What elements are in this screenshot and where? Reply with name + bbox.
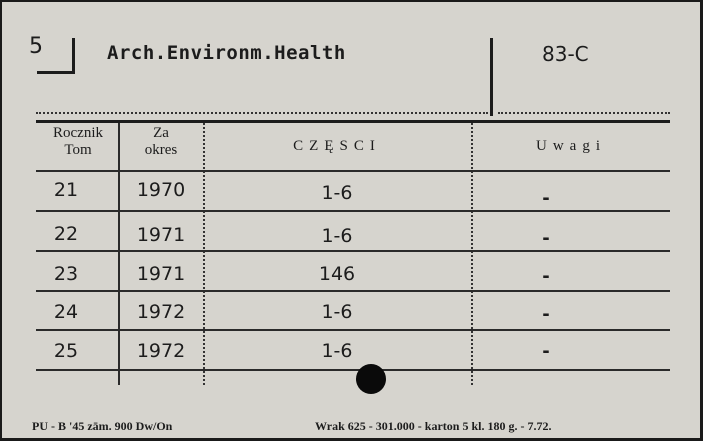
row-2-rocznik: 22	[53, 223, 79, 245]
col-header-czesci: CZĘSCI	[293, 138, 381, 154]
row-rule-4	[36, 329, 670, 331]
row-3-czesci: 146	[318, 263, 356, 285]
row-5-okres: 1972	[136, 340, 186, 362]
row-5-rocznik: 25	[53, 340, 79, 362]
row-4-uwagi: -	[542, 304, 550, 325]
journal-title: Arch.Environm.Health	[107, 42, 346, 64]
row-rule-2	[36, 250, 670, 252]
row-5-uwagi: -	[542, 341, 550, 362]
row-rule-1	[36, 210, 670, 212]
punch-hole	[356, 364, 386, 394]
row-1-czesci: 1-6	[321, 182, 353, 204]
col-header-rocznik	[36, 125, 120, 159]
corner-mark-vertical	[72, 38, 75, 74]
row-3-okres: 1971	[136, 263, 186, 285]
row-3-uwagi: -	[542, 266, 550, 287]
row-2-czesci: 1-6	[321, 225, 353, 247]
col-header-za-okres	[120, 125, 202, 159]
footer-print-left: PU - B '45 zām. 900 Dw/On	[32, 419, 173, 433]
header-divider	[490, 38, 493, 116]
row-4-okres: 1972	[136, 301, 186, 323]
row-3-rocznik: 23	[53, 263, 79, 285]
row-4-czesci: 1-6	[321, 301, 353, 323]
dotted-rule-left	[36, 112, 488, 114]
footer-print-right: Wrak 625 - 301.000 - karton 5 kl. 180 g. - 7.72.	[315, 419, 552, 433]
row-1-uwagi: -	[542, 188, 550, 209]
col-header-rocznik-line1: Rocznik	[53, 125, 103, 141]
shelf-code: 83-C	[542, 42, 589, 66]
col-header-uwagi: Uwagi	[536, 138, 606, 154]
row-4-rocznik: 24	[53, 301, 79, 323]
corner-mark-horizontal	[37, 71, 75, 74]
table-top-rule	[36, 120, 670, 123]
row-rule-3	[36, 290, 670, 292]
row-2-uwagi: -	[542, 228, 550, 249]
col-header-za-okres-line1: Za	[153, 125, 169, 141]
catalog-card	[2, 2, 700, 438]
row-2-okres: 1971	[136, 224, 186, 246]
row-5-czesci: 1-6	[321, 340, 353, 362]
row-rule-5	[36, 369, 670, 371]
dotted-rule-right	[498, 112, 670, 114]
col-header-rocznik-line2: Tom	[64, 142, 92, 158]
col-header-za-okres-line2: okres	[144, 142, 178, 158]
card-number: 5	[29, 34, 43, 59]
row-rule-header	[36, 170, 670, 172]
row-1-rocznik: 21	[53, 179, 79, 201]
row-1-okres: 1970	[136, 179, 186, 201]
